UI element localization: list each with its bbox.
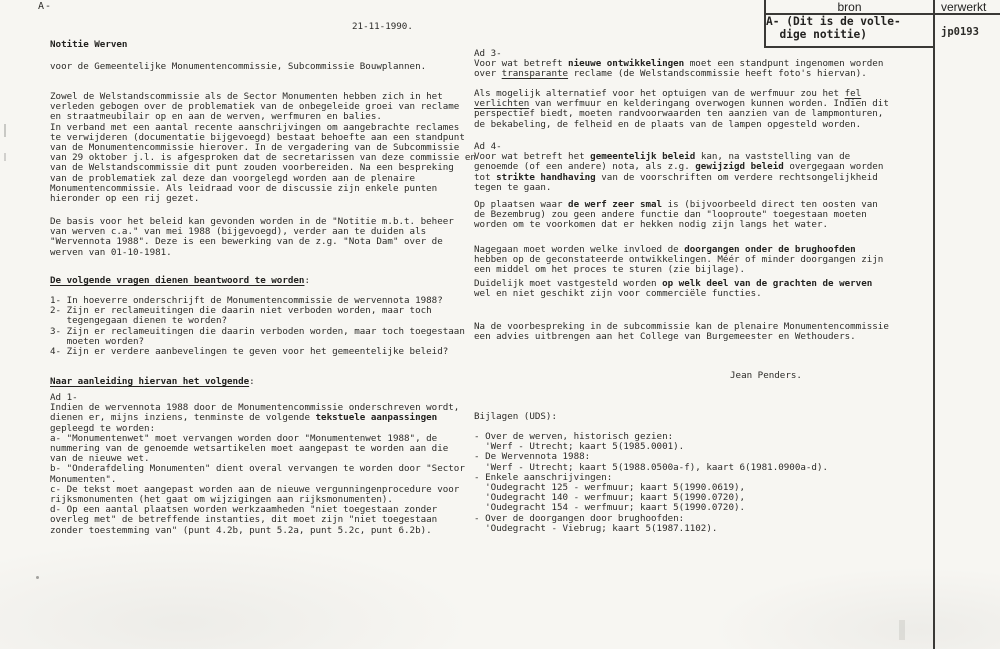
ad1-section: Ad 1- Indien de wervennota 1988 door de Monumentencommissie onderschreven wordt, dienen er, mijns inziens, tenminste de volgende tekstuele aanpassingen gepleegd te worden: a- "Monumentenwet" moet vervangen worden door "Monumentenwet 1988", de nummering van de genoemde wetsartikelen moet aangepast te worden aan die van de nieuwe wet. b- "Onderafdeling Monumenten" dient overal vervangen te worden door "Sector Monumenten". c- De tekst moet aangepast worden aan de nieuwe vergunningenprocedure voor rijksmonumenten (het gaat om wijzigingen aan rijksmonumenten). d- Op een aantal plaatsen worden werkzaamheden "niet toegestaan zonder overleg met" de betreffende instanties, dit moet zijn "niet toegestaan zonder toestemming van" (punt 4.2b, punt 5.2a, punt 5.2c, punt 6.2b).: [50, 392, 465, 536]
questions-list: 1- In hoeverre onderschrijft de Monumentencommissie de wervennota 1988? 2- Zijn er reclameuitingen die daarin niet verboden worden, maar toch tegengegaan dienen te worden? 3- Zijn er reclameuitingen die daarin verboden worden, maar toch toegestaan moeten worden? 4- Zijn er verdere aanbevelingen te geven voor het gemeentelijke beleid?: [50, 295, 465, 358]
werf-smal-paragraph: Op plaatsen waar de werf zeer smal is (bijvoorbeeld direct ten oosten van de Bezembrug) zou geen andere functie dan "looproute" toegestaan moeten worden om te voorkomen dat er hekken nodig zijn langs het water.: [474, 199, 878, 231]
stamp-processed-label: verwerkt: [941, 0, 987, 14]
advies-paragraph: Na de voorbespreking in de subcommissie kan de plenaire Monumentencommissie een advies uitbrengen aan het College van Burgemeester en Wethouders.: [474, 321, 889, 343]
doc-subtitle: voor de Gemeentelijke Monumentencommissie, Subcommissie Bouwplannen.: [50, 61, 427, 72]
page-title: Notitie Werven: [50, 39, 128, 50]
intro-paragraph: Zowel de Welstandscommissie als de Sector Monumenten hebben zich in het verleden gebogen over de problematiek van de onbegeleide groei van reclame en straatmeubilair op en aan de werven, werfmuren en balies. In verband met een aantal recente aanschrijvingen om aangebrachte reclames te verwijderen (documentatie bijgevoegd) bestaat behoefte aan een standpunt van de Monumentencommissie hierover. In de vergadering van de Subcommissie van 29 oktober j.l. is afgesproken dat de secretarissen van deze commissie en van de Welstandscommissie dit punt zouden voorbereiden. Na een bespreking van de problematiek zal deze dan voorgelegd worden aan de plenaire Monumentencommissie. Als leidraad voor de discussie zijn enkele punten hieronder op een rij gezet.: [50, 91, 476, 205]
scan-artifact: [36, 576, 39, 579]
doorgangen-paragraph: Nagegaan moet worden welke invloed de doorgangen onder de brughoofden hebben op de geconstateerde ontwikkelingen. Méér of minder doorgangen zijn een middel om het proces te sturen (zie bijlage).: [474, 244, 884, 276]
questions-heading: De volgende vragen dienen beantwoord te worden:: [50, 275, 310, 286]
basis-paragraph: De basis voor het beleid kan gevonden worden in de "Notitie m.b.t. beheer van werven c.a." van mei 1988 (bijgevoegd), verder aan te duiden als "Wervennota 1988". Deze is een bewerking van de z.g. "Nota Dam" over de werven van 01-10-1981.: [50, 216, 454, 258]
scan-artifact: [4, 124, 6, 137]
attachments-list: - Over de werven, historisch gezien: 'Werf - Utrecht; kaart 5(1985.0001). - De Wervennota 1988: 'Werf - Utrecht; kaart 5(1988.0500a-f), kaart 6(1981.0900a-d). - Enkele aanschrijvingen: 'Oudegracht 125 - werfmuur; kaart 5(1990.0619), 'Oudegracht 140 - werfmuur; kaart 5(1990.0720), 'Oudegracht 154 - werfmuur; kaart 5(1990.0720). - Over de doorgangen door brughoofden: 'Oudegracht - Viebrug; kaart 5(1987.1102).: [474, 431, 829, 534]
corner-mark: A-: [38, 1, 53, 12]
scan-artifact: [4, 153, 6, 161]
table-column-divider: [933, 0, 935, 649]
date-line: 21-11-1990.: [352, 21, 413, 32]
ad4-section: Ad 4- Voor wat betreft het gemeentelijk beleid kan, na vaststelling van de genoemde (of een andere) nota, als z.g. gewijzigd beleid overgegaan worden tot strikte handhaving van de voorschriften om verdere rechtsongelijkheid tegen te gaan.: [474, 141, 884, 193]
stamp-handnote: A- (Dit is de volle- dige notitie): [766, 15, 901, 41]
attachments-heading: Bijlagen (UDS):: [474, 411, 557, 422]
table-cell-underline: [764, 46, 934, 48]
alternative-paragraph: Als mogelijk alternatief voor het optuigen van de werfmuur zou het fel verlichten van werfmuur en kelderingang overwogen kunnen worden. Indien dit perspectief biedt, moeten randvoorwaarden ten aanzien van de lampmonturen, de bekabeling, de felheid en de plaats van de lampen opgesteld worden.: [474, 88, 889, 130]
scan-artifact: [899, 620, 905, 640]
response-heading: Naar aanleiding hiervan het volgende:: [50, 376, 255, 387]
stamp-code: jp0193: [941, 26, 979, 38]
signature: Jean Penders.: [730, 370, 802, 381]
grachten-paragraph: Duidelijk moet vastgesteld worden op welk deel van de grachten de werven wel en niet geschikt zijn voor commerciële functies.: [474, 278, 873, 300]
ad3-section: Ad 3- Voor wat betreft nieuwe ontwikkelingen moet een standpunt ingenomen worden over transparante reclame (de Welstandscommissie heeft foto's hiervan).: [474, 48, 884, 80]
stamp-source-label: bron: [837, 0, 862, 14]
